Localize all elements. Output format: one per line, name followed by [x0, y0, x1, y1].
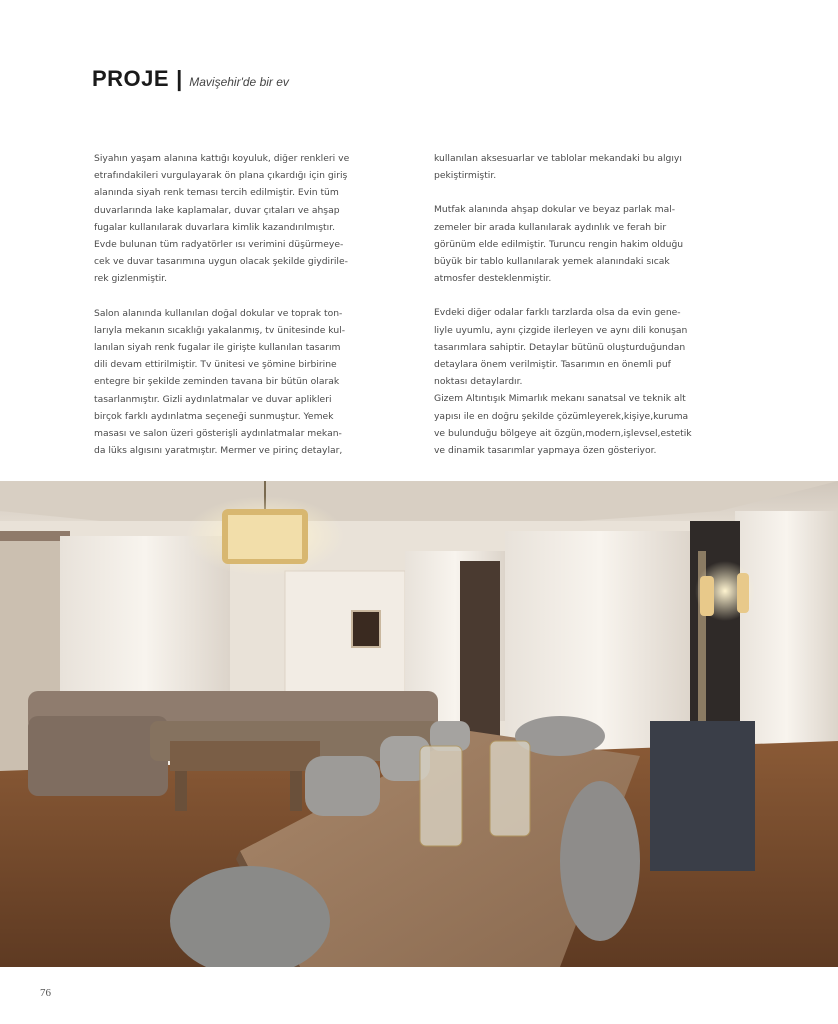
paragraph: kullanılan aksesuarlar ve tablolar mekandaki bu algıyı pekiştirmiştir. — [434, 153, 682, 182]
living-dining-room-image — [0, 481, 838, 967]
paragraph: Evdeki diğer odalar farklı tarzlarda olsa da evin gene- liyle uyumlu, aynı çizgide ilerleyen ve aynı dili konuşan tasarımlara sahiptir. Detaylar bütünü oluşturduğundan detaylara önem verilmiştir. Tasarımın en önemli puf noktası detaylardır. — [434, 307, 688, 388]
page-number: 76 — [40, 987, 51, 999]
text-column-left — [94, 150, 400, 459]
paragraph: Gizem Altıntışık Mimarlık mekanı sanatsal ve teknik alt yapısı ile en doğru şekilde çözümleyerek,kişiye,kuruma ve bulunduğu bölgeye ait özgün,modern,işlevsel,estetik ve dinamik tasarımlar yapmaya özen gösteriyor. — [434, 393, 692, 457]
paragraph: Salon alanında kullanılan doğal dokular ve toprak ton- larıyla mekanın sıcaklığı yakalanmış, tv ünitesinde kul- lanılan siyah renk fugalar ile girişte kullanılan tasarım dili devam ettirilmiştir. Tv ünitesi ve şömine birbirine entegre bir şekilde zeminden tavana bir bütün olarak tasarlanmıştır. Gizli aydınlatmalar ve duvar aplikleri birçok farklı aydınlatma seçeneği sunmuştur. Yemek masası ve salon üzeri gösterişli aydınlatmalar mekan- da lüks algısını yaratmıştır. Mermer ve pirinç detaylar, — [94, 307, 346, 457]
interior-photo — [0, 481, 838, 967]
text-column-right — [434, 150, 742, 459]
page-header — [92, 66, 289, 92]
section-title: PROJE — [92, 66, 170, 91]
article-subtitle: Mavişehir'de bir ev — [189, 75, 289, 89]
paragraph: Mutfak alanında ahşap dokular ve beyaz parlak mal- zemeler bir arada kullanılarak aydınlık ve ferah bir görünüm elde edilmiştir. Turuncu rengin hakim olduğu büyük bir tablo kullanılarak yemek alanındaki sıcak atmosfer desteklenmiştir. — [434, 204, 684, 285]
paragraph: Siyahın yaşam alanına kattığı koyuluk, diğer renkleri ve etrafındakileri vurgulayarak ön plana çıkardığı için giriş alanında siyah renk teması tercih edilmiştir. Evin tüm duvarlarında lake kaplamalar, duvar çıtaları ve ahşap fugalar kullanılarak duvarlara kimlik kazandırılmıştır. Evde bulunan tüm radyatörler ısı verimini düşürmeye- cek ve duvar tasarımına uygun olacak şekilde giydirile- rek gizlenmiştir. — [94, 153, 350, 285]
title-separator: | — [176, 66, 183, 91]
